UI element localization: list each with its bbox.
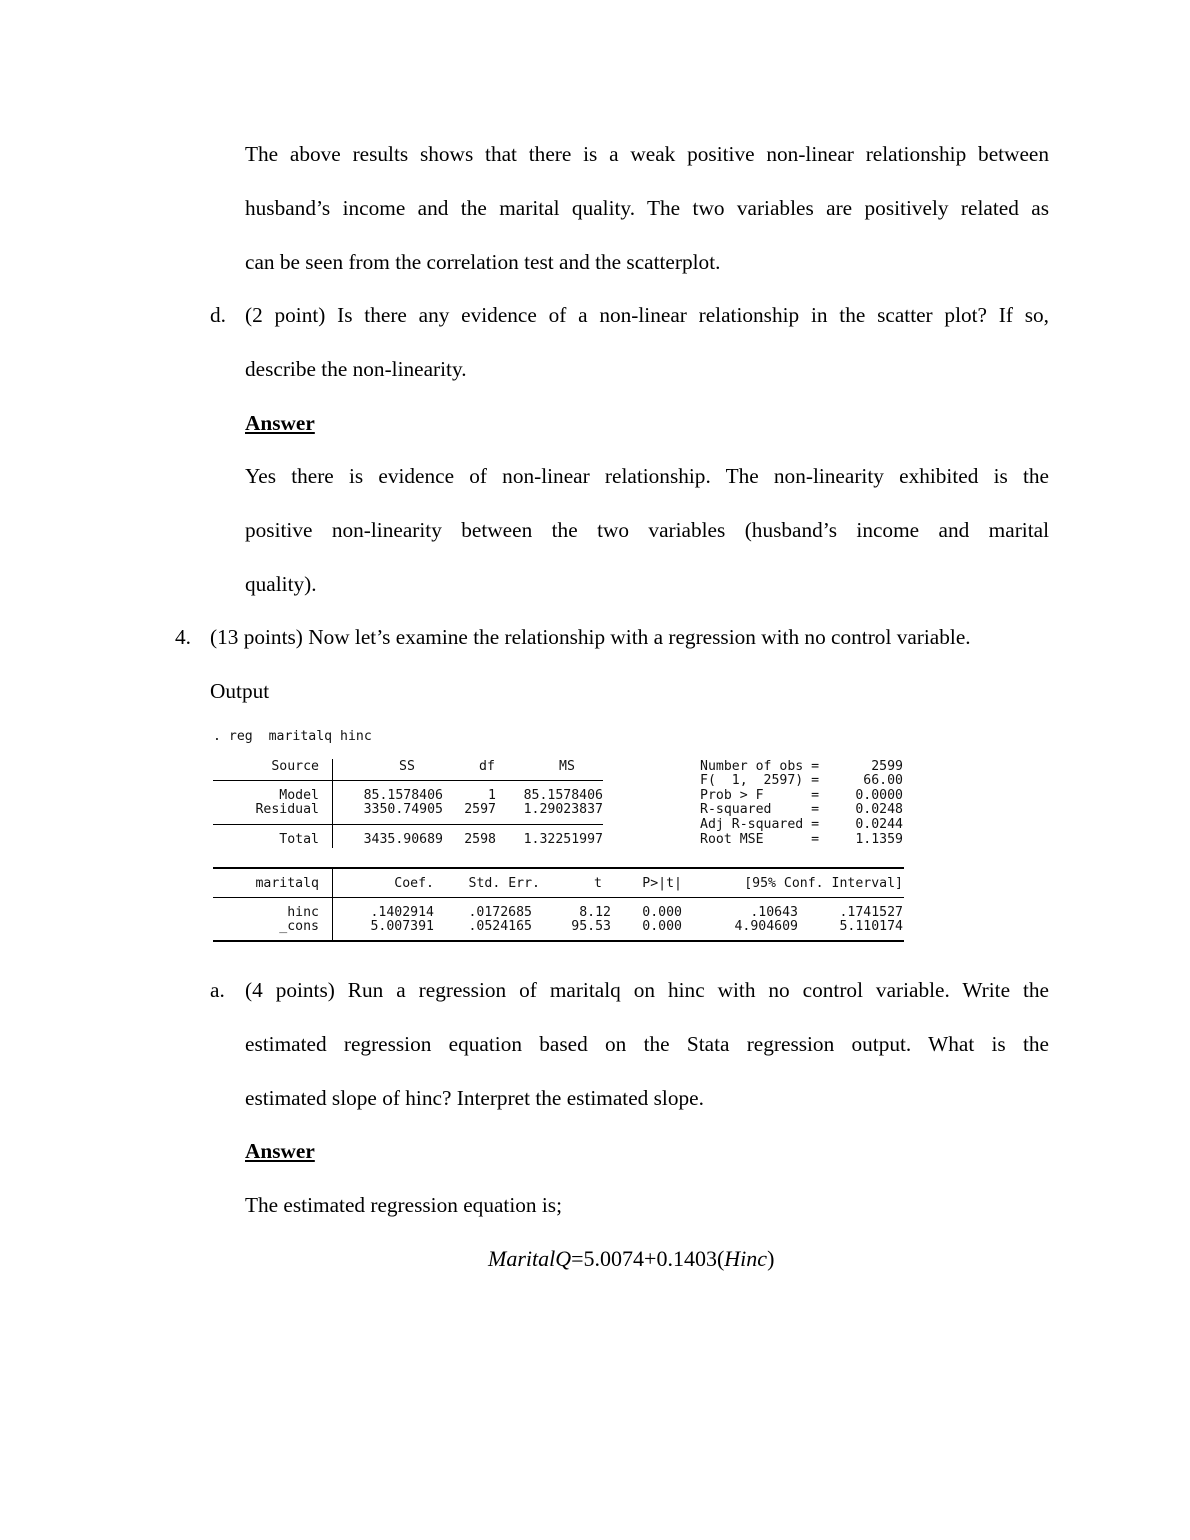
cell-df: 2598 xyxy=(464,832,496,847)
cell-p: 0.000 xyxy=(642,905,682,920)
stat-value: 0.0000 xyxy=(855,788,903,803)
cell-stderr: .0524165 xyxy=(468,919,532,934)
stat-value: 0.0248 xyxy=(855,802,903,817)
coef-header: Std. Err. xyxy=(468,876,540,891)
cell-ss: 3350.74905 xyxy=(363,802,443,817)
equation-lparen: ( xyxy=(716,1246,725,1271)
cell-t: 95.53 xyxy=(571,919,611,934)
answer-a-text: The estimated regression equation is; xyxy=(245,1193,562,1217)
cell-coef: .1402914 xyxy=(370,905,434,920)
row-label: Residual xyxy=(255,802,319,817)
intro-paragraph-line: The above results shows that there is a weak positive non-linear relationship between xyxy=(245,142,1049,166)
question-4-text: (13 points) Now let’s examine the relationship with a regression with no control variable. xyxy=(210,625,971,649)
equation-plus: + xyxy=(644,1246,657,1271)
cell-ci-high: .1741527 xyxy=(839,905,903,920)
stat-value: 1.1359 xyxy=(855,832,903,847)
cell-p: 0.000 xyxy=(642,919,682,934)
stat-label: F( 1, 2597) = xyxy=(700,773,820,788)
question-a-text: estimated regression equation based on the Stata regression output. What is the xyxy=(245,1032,1049,1056)
divider xyxy=(213,940,904,942)
stat-label: Prob > F = xyxy=(700,788,820,803)
coef-header: [95% Conf. Interval] xyxy=(744,876,903,891)
column-divider xyxy=(332,759,333,848)
cell-ci-high: 5.110174 xyxy=(839,919,903,934)
row-label: Model xyxy=(279,788,319,803)
regression-equation xyxy=(488,1246,774,1272)
list-marker-4: 4. xyxy=(175,625,191,649)
divider xyxy=(213,824,603,825)
divider xyxy=(213,897,904,898)
row-label: hinc xyxy=(287,905,319,920)
answer-d-text: quality). xyxy=(245,572,317,596)
coef-header: t xyxy=(594,876,602,891)
stat-label: Root MSE = xyxy=(700,832,820,847)
row-label: Total xyxy=(279,832,319,847)
answer-d-text: Yes there is evidence of non-linear relationship. The non-linearity exhibited is the xyxy=(245,464,1049,488)
cell-ss: 3435.90689 xyxy=(363,832,443,847)
divider xyxy=(213,780,603,781)
output-label: Output xyxy=(210,679,270,703)
column-divider xyxy=(332,868,333,941)
cell-ss: 85.1578406 xyxy=(363,788,443,803)
cell-t: 8.12 xyxy=(579,905,611,920)
cell-ci-low: .10643 xyxy=(750,905,798,920)
stat-label: Adj R-squared = xyxy=(700,817,820,832)
stata-command: . reg maritalq hinc xyxy=(213,729,372,744)
equation-slope: 0.1403 xyxy=(656,1246,717,1271)
row-label: _cons xyxy=(279,919,319,934)
answer-heading: Answer xyxy=(245,411,315,435)
intro-paragraph-line: can be seen from the correlation test and the scatterplot. xyxy=(245,250,721,274)
cell-ms: 1.32251997 xyxy=(523,832,603,847)
cell-ci-low: 4.904609 xyxy=(734,919,798,934)
equation-variable: Hinc xyxy=(724,1246,768,1271)
list-marker-a: a. xyxy=(210,978,225,1002)
equation-intercept: 5.0074 xyxy=(583,1246,645,1271)
equation-equals: = xyxy=(571,1246,584,1271)
anova-header-ss: SS xyxy=(399,759,415,774)
anova-header-source: Source xyxy=(271,759,319,774)
stat-label: R-squared = xyxy=(700,802,820,817)
stat-value: 2599 xyxy=(871,759,903,774)
question-a-text: estimated slope of hinc? Interpret the estimated slope. xyxy=(245,1086,704,1110)
anova-header-ms: MS xyxy=(559,759,575,774)
divider xyxy=(213,867,904,869)
cell-df: 2597 xyxy=(464,802,496,817)
coef-header: P>|t| xyxy=(642,876,682,891)
cell-coef: 5.007391 xyxy=(370,919,434,934)
cell-df: 1 xyxy=(488,788,496,803)
intro-paragraph-line: husband’s income and the marital quality. The two variables are positively related as xyxy=(245,196,1049,220)
coef-header: Coef. xyxy=(394,876,434,891)
stat-label: Number of obs = xyxy=(700,759,820,774)
dependent-variable: maritalq xyxy=(255,876,319,891)
answer-heading: Answer xyxy=(245,1139,315,1163)
list-marker-d: d. xyxy=(210,303,226,327)
equation-lhs: MaritalQ xyxy=(488,1246,572,1271)
question-d-text: describe the non-linearity. xyxy=(245,357,467,381)
question-d-text: (2 point) Is there any evidence of a non-linear relationship in the scatter plot? If so, xyxy=(245,303,1049,327)
stat-value: 66.00 xyxy=(863,773,903,788)
anova-header-df: df xyxy=(479,759,495,774)
question-a-text: (4 points) Run a regression of maritalq on hinc with no control variable. Write the xyxy=(245,978,1049,1002)
cell-ms: 1.29023837 xyxy=(523,802,603,817)
stat-value: 0.0244 xyxy=(855,817,903,832)
equation-rparen: ) xyxy=(767,1246,775,1271)
cell-stderr: .0172685 xyxy=(468,905,532,920)
cell-ms: 85.1578406 xyxy=(523,788,603,803)
answer-d-text: positive non-linearity between the two variables (husband’s income and marital xyxy=(245,518,1049,542)
